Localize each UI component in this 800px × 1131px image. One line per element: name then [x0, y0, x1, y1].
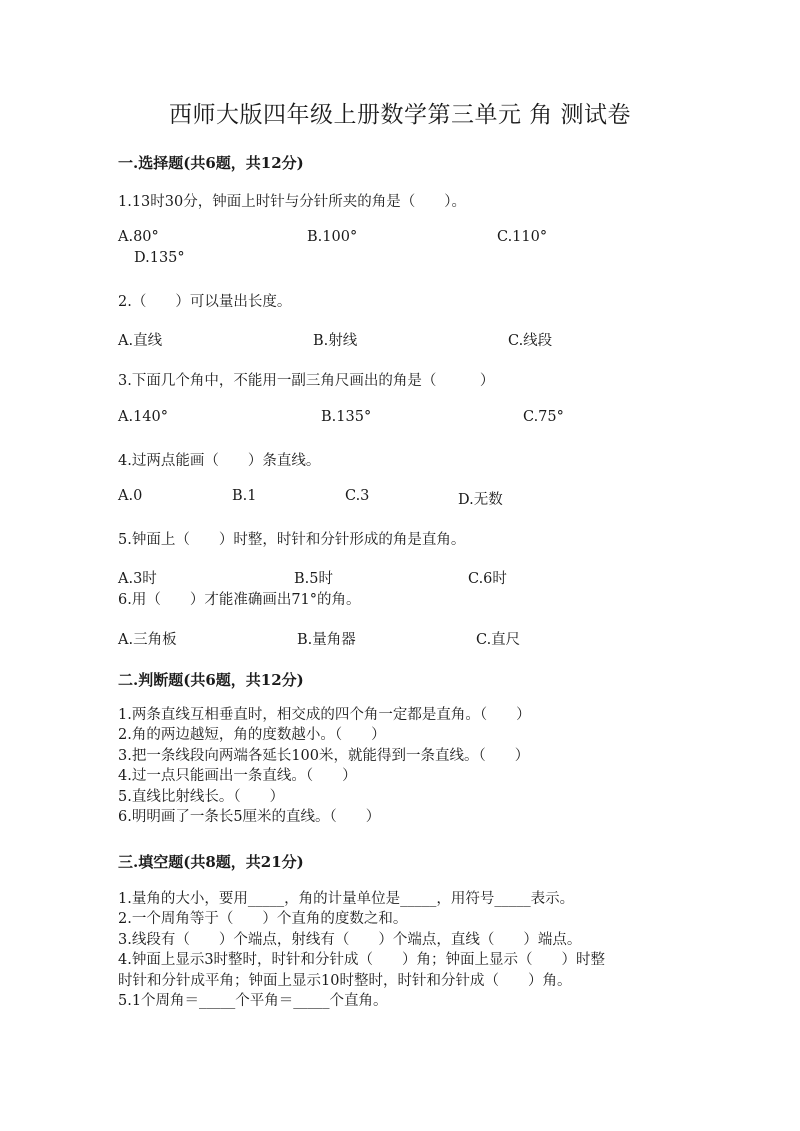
fill-item-3: 3.线段有（ ）个端点，射线有（ ）个端点，直线（ ）端点。	[118, 931, 582, 948]
question-4: 4.过两点能画（ ）条直线。	[118, 453, 321, 469]
judgment-item-4: 4.过一点只能画出一条直线。（ ）	[118, 768, 357, 785]
q2-option-a: A.直线	[118, 333, 163, 349]
q4-option-a: A.0	[118, 488, 143, 504]
q4-option-c: C.3	[345, 488, 370, 504]
q6-option-b: B.量角器	[297, 632, 356, 648]
judgment-list	[118, 705, 531, 827]
judgment-item-5: 5.直线比射线长。（ ）	[118, 788, 285, 805]
judgment-item-2: 2.角的两边越短，角的度数越小。（ ）	[118, 727, 386, 744]
q5-option-b: B.5时	[294, 571, 333, 587]
fill-blank-list	[118, 889, 605, 1011]
q1-option-c: C.110°	[497, 229, 548, 245]
q3-option-c: C.75°	[523, 409, 564, 425]
section-heading-judgment: 二.判断题(共6题，共12分)	[118, 671, 304, 689]
judgment-item-3: 3.把一条线段向两端各延长100米，就能得到一条直线。（ ）	[118, 747, 530, 764]
judgment-item-6: 6.明明画了一条长5厘米的直线。（ ）	[118, 809, 381, 826]
q1-option-b: B.100°	[307, 229, 358, 245]
section-heading-choice: 一.选择题(共6题，共12分)	[118, 154, 304, 172]
fill-item-2: 2.一个周角等于（ ）个直角的度数之和。	[118, 911, 408, 928]
q1-option-d: D.135°	[134, 250, 185, 266]
fill-item-4-cont: 时针和分针成平角；钟面上显示10时整时，时针和分针成（ ）角。	[118, 972, 572, 989]
section-heading-fill-blank: 三.填空题(共8题，共21分)	[118, 853, 304, 871]
fill-item-1: 1.量角的大小，要用_____，角的计量单位是_____，用符号_____表示。	[118, 891, 575, 907]
fill-item-4: 4.钟面上显示3时整时，时针和分针成（ ）角；钟面上显示（ ）时整	[118, 952, 606, 969]
judgment-item-1: 1.两条直线互相垂直时，相交成的四个角一定都是直角。（ ）	[118, 707, 531, 723]
q4-option-d: D.无数	[458, 492, 503, 508]
q1-option-a: A.80°	[118, 229, 159, 245]
q5-option-a: A.3时	[118, 571, 157, 587]
q6-option-c: C.直尺	[476, 632, 521, 648]
q3-option-a: A.140°	[118, 409, 169, 425]
question-6: 6.用（ ）才能准确画出71°的角。	[118, 592, 361, 608]
q5-option-c: C.6时	[468, 571, 507, 587]
question-3: 3.下面几个角中，不能用一副三角尺画出的角是（ ）	[118, 373, 495, 389]
question-2: 2.（ ）可以量出长度。	[118, 294, 292, 310]
question-1: 1.13时30分，钟面上时针与分针所夹的角是（ ）。	[118, 194, 466, 210]
question-5: 5.钟面上（ ）时整，时针和分针形成的角是直角。	[118, 532, 466, 548]
q6-option-a: A.三角板	[118, 632, 177, 648]
page-title: 西师大版四年级上册数学第三单元 角 测试卷	[168, 102, 632, 128]
fill-item-5: 5.1个周角＝_____个平角＝_____个直角。	[118, 993, 388, 1010]
q4-option-b: B.1	[232, 488, 257, 504]
q2-option-b: B.射线	[313, 333, 358, 349]
q3-option-b: B.135°	[321, 409, 372, 425]
q2-option-c: C.线段	[508, 333, 553, 349]
